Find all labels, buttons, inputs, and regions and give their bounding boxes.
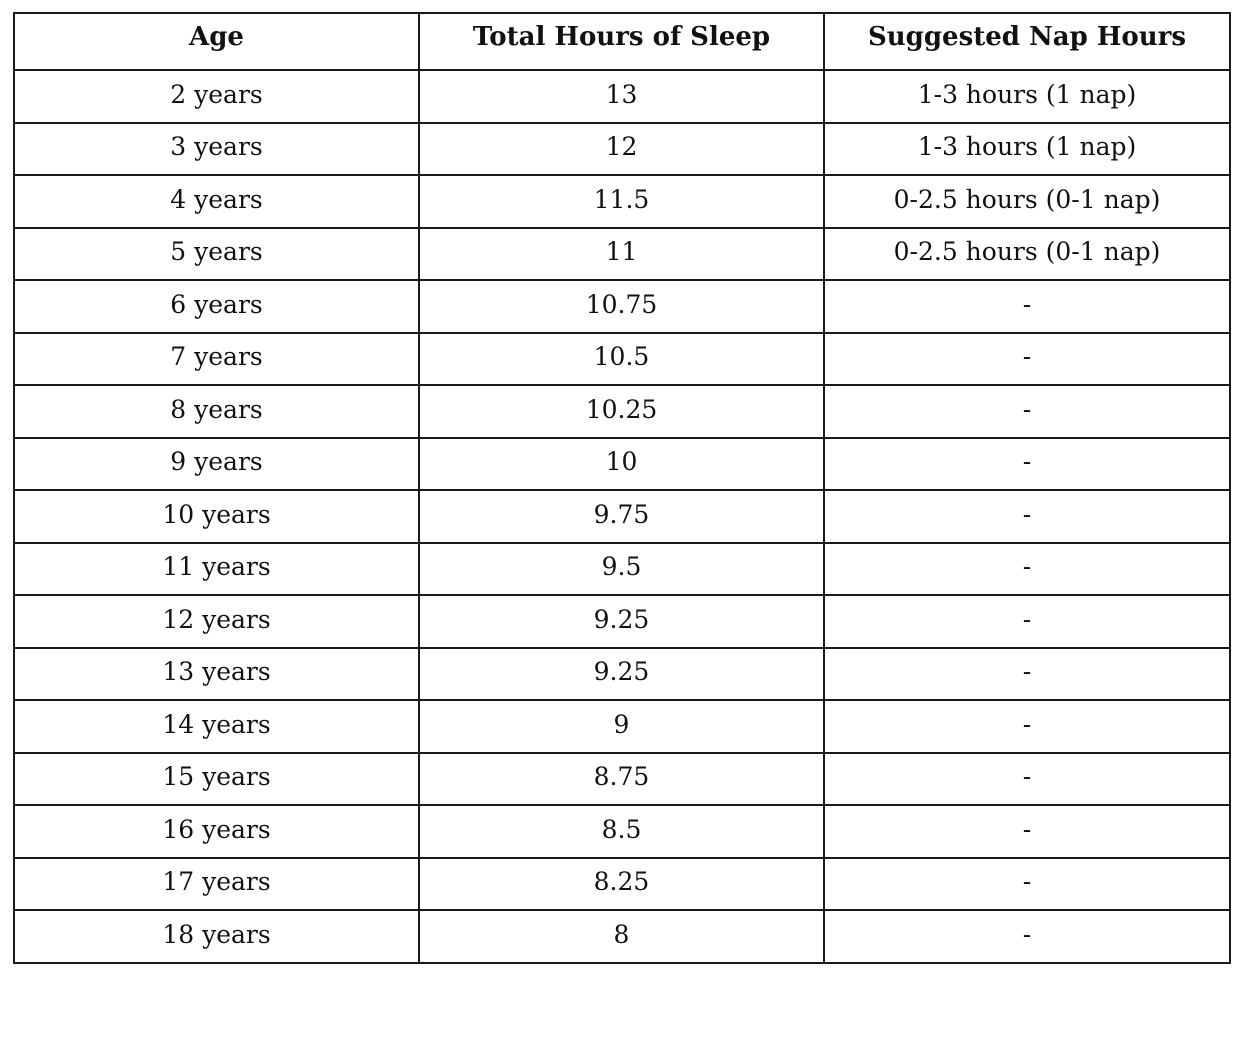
- header-suggested-nap-hours: Suggested Nap Hours: [824, 13, 1230, 70]
- cell-nap-hours: -: [824, 753, 1230, 806]
- table-row: [14, 858, 1230, 911]
- cell-total-sleep: 12: [419, 123, 824, 176]
- table-row: [14, 70, 1230, 123]
- table-row: [14, 595, 1230, 648]
- cell-total-sleep: 10: [419, 438, 824, 491]
- cell-nap-hours: -: [824, 280, 1230, 333]
- cell-total-sleep: 8.25: [419, 858, 824, 911]
- cell-nap-hours: -: [824, 648, 1230, 701]
- cell-nap-hours: -: [824, 595, 1230, 648]
- cell-age: 17 years: [14, 858, 419, 911]
- cell-age: 8 years: [14, 385, 419, 438]
- table-header: [14, 13, 1230, 70]
- table-row: [14, 333, 1230, 386]
- cell-age: 9 years: [14, 438, 419, 491]
- cell-total-sleep: 9.75: [419, 490, 824, 543]
- cell-nap-hours: 0-2.5 hours (0-1 nap): [824, 175, 1230, 228]
- table-row: [14, 648, 1230, 701]
- table-row: [14, 543, 1230, 596]
- cell-age: 5 years: [14, 228, 419, 281]
- cell-age: 11 years: [14, 543, 419, 596]
- cell-nap-hours: 1-3 hours (1 nap): [824, 123, 1230, 176]
- cell-nap-hours: -: [824, 805, 1230, 858]
- cell-age: 10 years: [14, 490, 419, 543]
- cell-age: 18 years: [14, 910, 419, 963]
- sleep-table: [13, 12, 1231, 964]
- cell-total-sleep: 10.5: [419, 333, 824, 386]
- table-body: [14, 70, 1230, 963]
- table-row: [14, 175, 1230, 228]
- cell-nap-hours: -: [824, 700, 1230, 753]
- cell-age: 2 years: [14, 70, 419, 123]
- cell-total-sleep: 13: [419, 70, 824, 123]
- cell-total-sleep: 9.5: [419, 543, 824, 596]
- table-row: [14, 280, 1230, 333]
- header-total-hours-of-sleep: Total Hours of Sleep: [419, 13, 824, 70]
- cell-total-sleep: 8.5: [419, 805, 824, 858]
- cell-total-sleep: 9.25: [419, 648, 824, 701]
- table-row: [14, 700, 1230, 753]
- cell-age: 3 years: [14, 123, 419, 176]
- cell-age: 7 years: [14, 333, 419, 386]
- cell-nap-hours: -: [824, 438, 1230, 491]
- table-row: [14, 910, 1230, 963]
- table-row: [14, 385, 1230, 438]
- cell-age: 4 years: [14, 175, 419, 228]
- table-row: [14, 753, 1230, 806]
- cell-nap-hours: -: [824, 490, 1230, 543]
- table-row: [14, 228, 1230, 281]
- cell-nap-hours: -: [824, 333, 1230, 386]
- cell-nap-hours: -: [824, 910, 1230, 963]
- cell-age: 12 years: [14, 595, 419, 648]
- cell-nap-hours: -: [824, 858, 1230, 911]
- cell-total-sleep: 11.5: [419, 175, 824, 228]
- cell-total-sleep: 10.75: [419, 280, 824, 333]
- cell-total-sleep: 9.25: [419, 595, 824, 648]
- cell-nap-hours: -: [824, 543, 1230, 596]
- table-row: [14, 438, 1230, 491]
- cell-nap-hours: 1-3 hours (1 nap): [824, 70, 1230, 123]
- table-row: [14, 805, 1230, 858]
- cell-total-sleep: 8.75: [419, 753, 824, 806]
- cell-age: 15 years: [14, 753, 419, 806]
- table-row: [14, 490, 1230, 543]
- cell-age: 13 years: [14, 648, 419, 701]
- table-row: [14, 123, 1230, 176]
- cell-age: 14 years: [14, 700, 419, 753]
- cell-age: 6 years: [14, 280, 419, 333]
- cell-nap-hours: -: [824, 385, 1230, 438]
- header-row: [14, 13, 1230, 70]
- cell-nap-hours: 0-2.5 hours (0-1 nap): [824, 228, 1230, 281]
- cell-total-sleep: 9: [419, 700, 824, 753]
- cell-total-sleep: 11: [419, 228, 824, 281]
- header-age: Age: [14, 13, 419, 70]
- cell-age: 16 years: [14, 805, 419, 858]
- cell-total-sleep: 10.25: [419, 385, 824, 438]
- cell-total-sleep: 8: [419, 910, 824, 963]
